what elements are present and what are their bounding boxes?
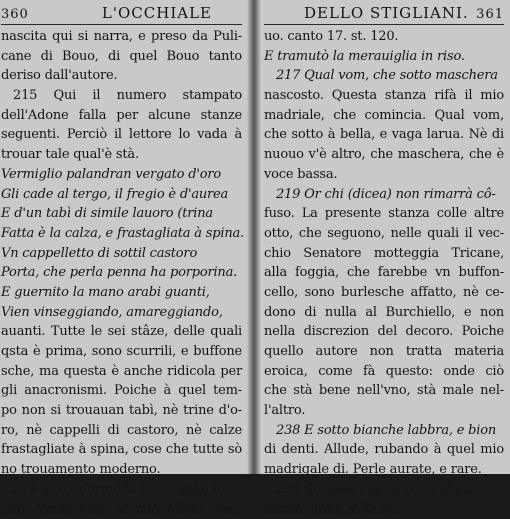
text-line: labbia. Tolto al Tasso. xyxy=(264,500,504,519)
text-line: otto, che seguono, nelle quali il vec- xyxy=(264,224,504,244)
right-page xyxy=(252,0,510,474)
text-line: frastagliate à spina, cose che tutte sò xyxy=(1,440,242,460)
text-line: nascita qui si narra, e preso da Puli- xyxy=(1,27,242,47)
text-line: E d'un tabì di simile lauoro (trina xyxy=(1,204,242,224)
text-line: qsta è prima, sono scurrili, e buffone xyxy=(1,342,242,362)
left-page-number: 360 xyxy=(1,7,29,22)
text-line: ro, nè cappelli di castoro, nè calze xyxy=(1,421,242,441)
text-line: che stà bene nell'vno, stà male nel- xyxy=(264,381,504,401)
text-line: 238 E sotto bianche labbra, e bion xyxy=(264,421,504,441)
text-line: eroica, come fà questo: onde ciò xyxy=(264,362,504,382)
text-line: 217 Qual vom, che sotto maschera xyxy=(264,66,504,86)
left-page-header xyxy=(1,4,242,25)
text-line: Vn cappelletto di sottil castoro xyxy=(1,244,242,264)
text-line: l'altro. xyxy=(264,401,504,421)
text-line: trouar tale qual'è stà. xyxy=(1,145,242,165)
text-line: Fatta è la calza, e frastagliata à spina. xyxy=(1,224,242,244)
text-line: Gli cade al tergo, il fregio è d'aurea xyxy=(1,185,242,205)
text-line: madrigale di. Perle aurate, e rare. xyxy=(264,460,504,480)
text-line: 239 Stirasse auanti con enfiate xyxy=(264,480,504,500)
right-page-text xyxy=(264,27,504,519)
text-line: voce bassa. xyxy=(264,165,504,185)
text-line: 216 Si trasformò la merauiglia in xyxy=(1,480,242,500)
text-line: po non si trouauan tabì, nè trine d'o- xyxy=(1,401,242,421)
text-line: cane di Bouo, di quel Bouo tanto xyxy=(1,47,242,67)
left-running-head: L'OCCHIALE xyxy=(102,4,212,22)
text-line: seguenti. Perciò il lettore lo vada à xyxy=(1,125,242,145)
text-line: nuouo v'è altro, che maschera, che è xyxy=(264,145,504,165)
text-line: 215 Qui il numero stampato xyxy=(1,86,242,106)
text-line: fuso. La presente stanza colle altre xyxy=(264,204,504,224)
right-page-number: 361 xyxy=(476,7,504,22)
left-page-text xyxy=(1,27,242,519)
text-line: gli anacronismi. Poiche à quel tem- xyxy=(1,381,242,401)
text-line: 219 Or chi (dicea) non rimarrà cô- xyxy=(264,185,504,205)
text-line: di denti. Allude, rubando à quel mio xyxy=(264,440,504,460)
text-line: nascosto. Questa stanza rifà il mio xyxy=(264,86,504,106)
text-line: sche, ma questa è anche ridicola per xyxy=(1,362,242,382)
text-line: E guernito la mano arabi guanti, xyxy=(1,283,242,303)
text-line: Vien vinseggiando, amareggiando, xyxy=(1,303,242,323)
text-line: Porta, che perla penna ha porporina. xyxy=(1,263,242,283)
text-line: dono di nulla al Burchiello, e non xyxy=(264,303,504,323)
text-line: uo. canto 17. st. 120. xyxy=(264,27,504,47)
text-line: quello autore non tratta materia xyxy=(264,342,504,362)
text-line: alla foggia, che farebbe vn buffon- xyxy=(264,263,504,283)
text-line: che sotto à bella, e vaga larua. Nè di xyxy=(264,125,504,145)
text-line: auanti. Tutte le sei stâze, delle quali xyxy=(1,322,242,342)
text-line: dell'Adone falla per alcune stanze xyxy=(1,106,242,126)
text-line: nella discrezion del decoro. Poiche xyxy=(264,322,504,342)
text-line: no trouamento moderno. xyxy=(1,460,242,480)
left-page xyxy=(0,0,252,474)
text-line: chio Senatore motteggia Tricane, xyxy=(264,244,504,264)
text-line: E tramutò la merauiglia in riso. xyxy=(264,47,504,67)
text-line: riso. Verso tolto al mio Môdo Nuo- xyxy=(1,500,242,519)
text-line: deriso dall'autore. xyxy=(1,66,242,86)
right-running-head: DELLO STIGLIANI. xyxy=(304,4,469,22)
text-line: madriale, che comincia. Qual vom, xyxy=(264,106,504,126)
right-page-header xyxy=(264,4,504,25)
text-line: cello, sono burlesche affatto, nè ce- xyxy=(264,283,504,303)
text-line: Vermiglio palandran vergato d'oro xyxy=(1,165,242,185)
